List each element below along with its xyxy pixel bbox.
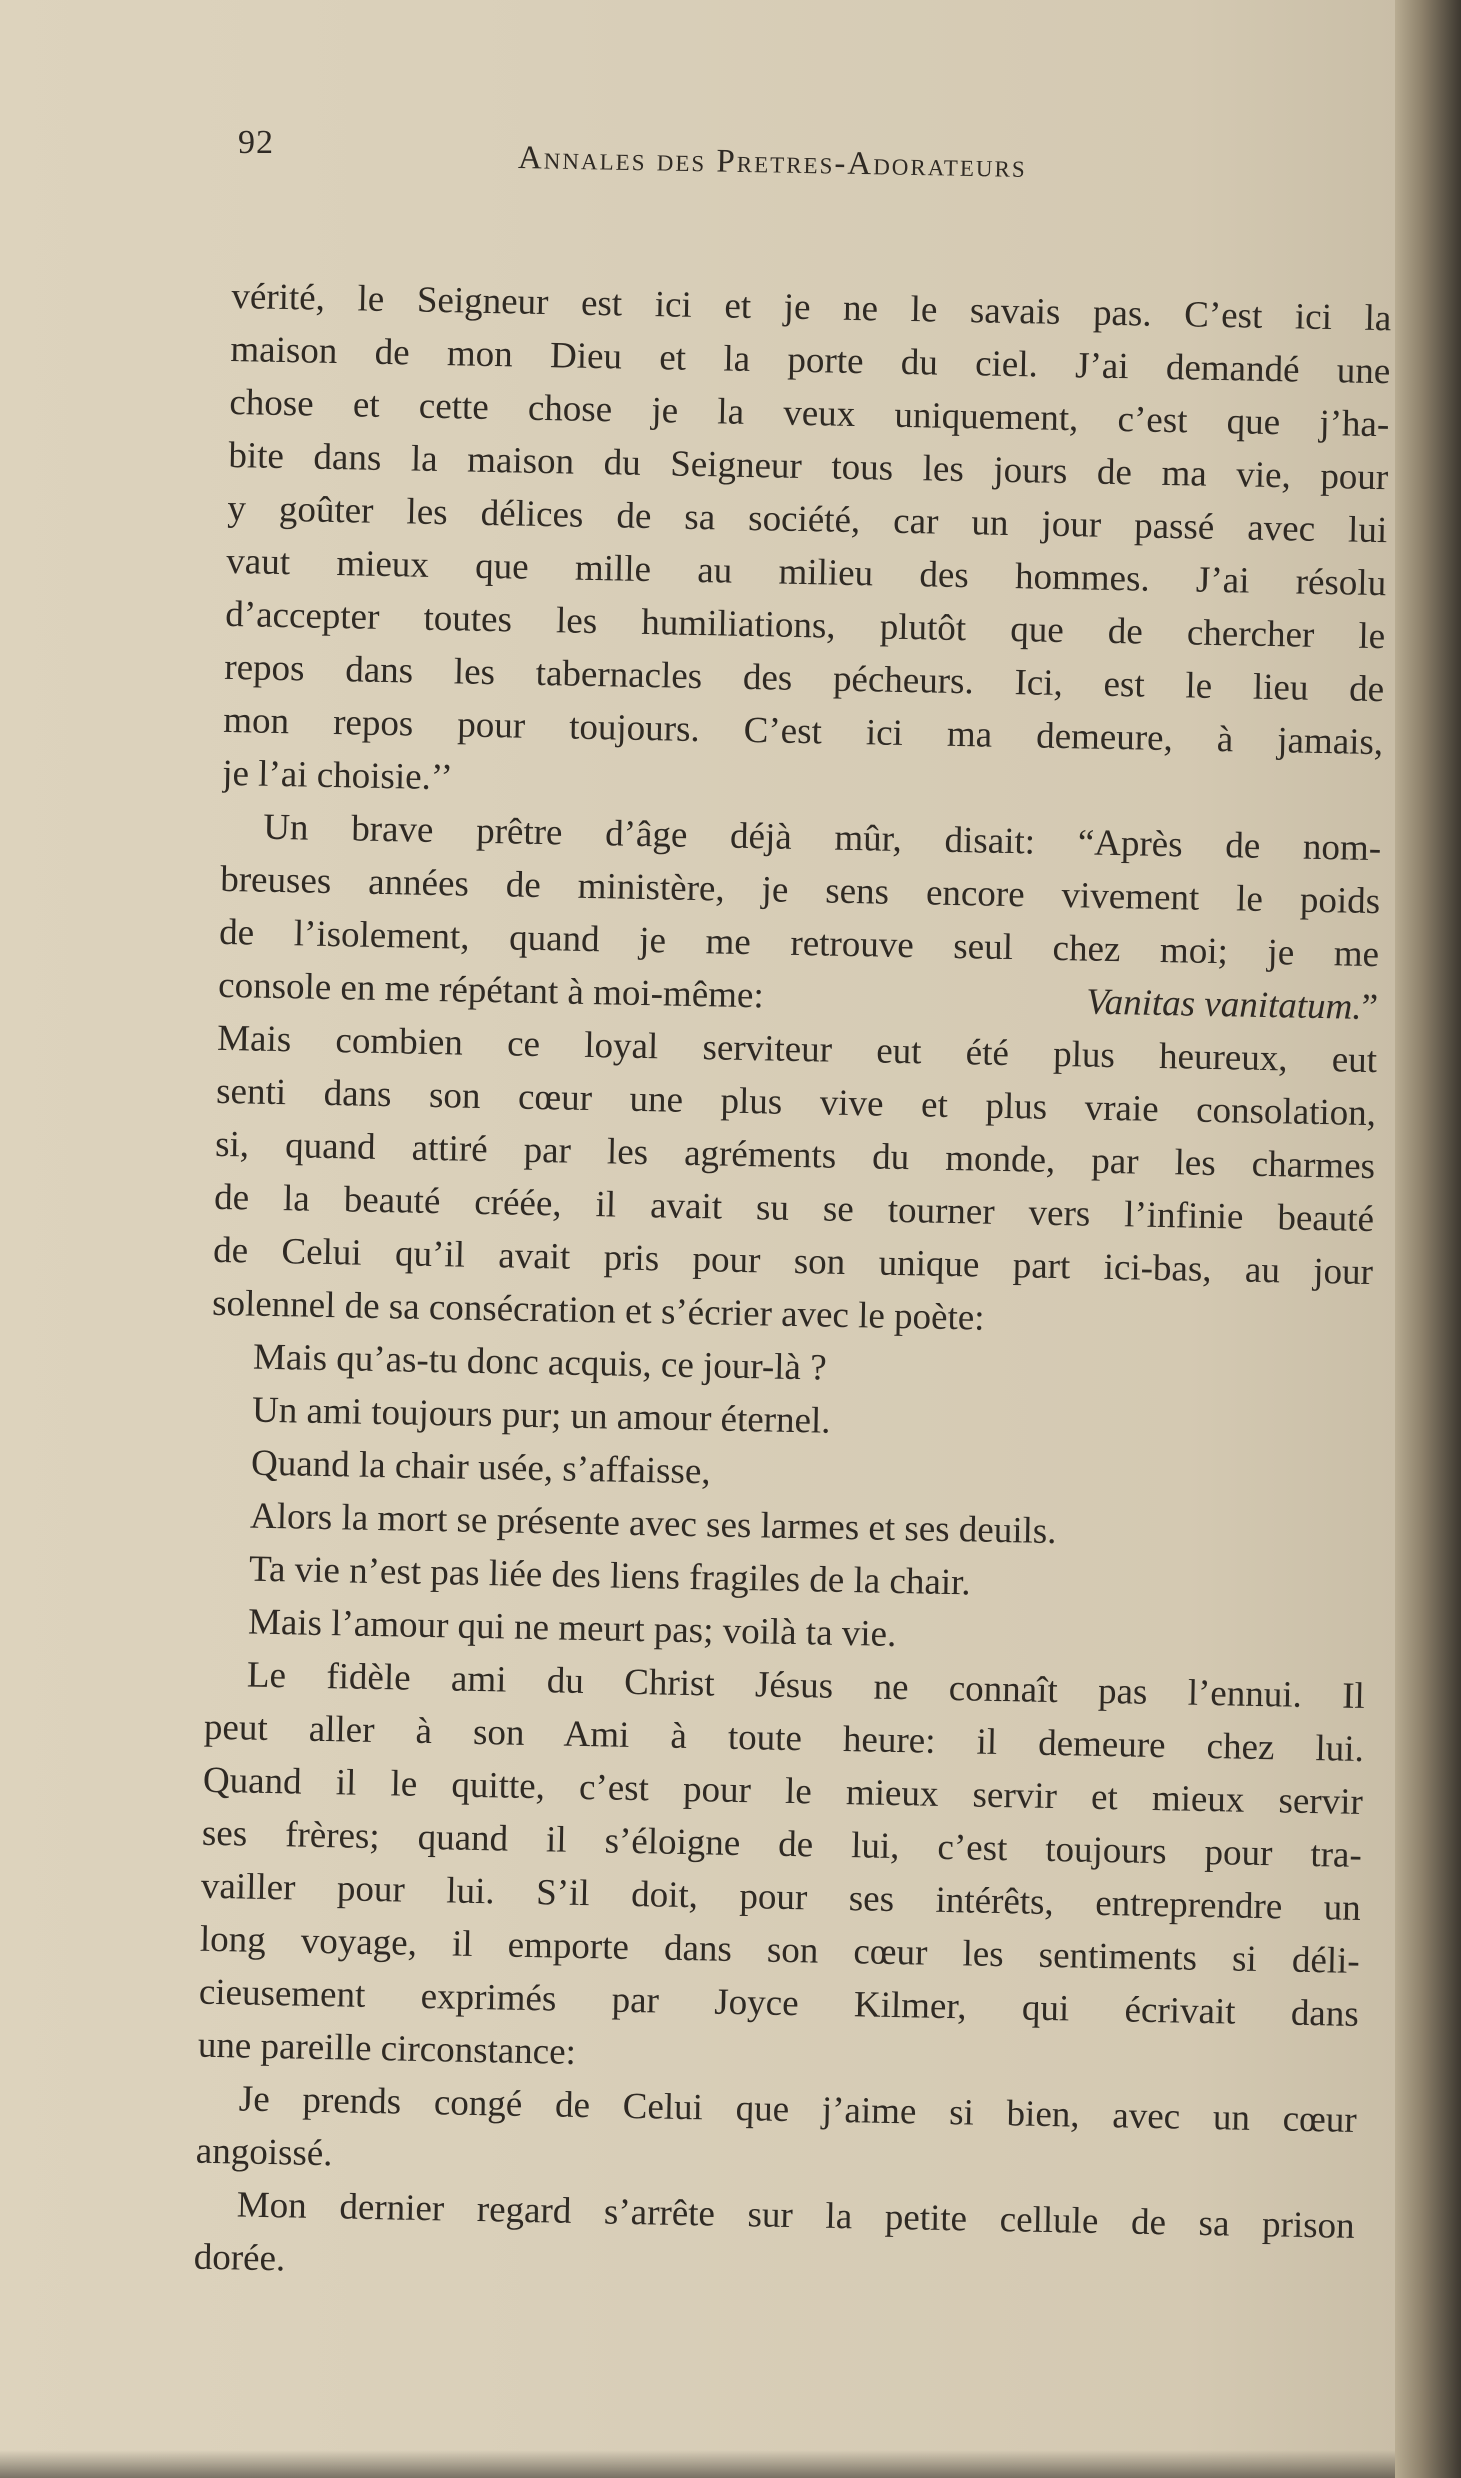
text-line: de Celui qu’il avait pris pour son unique part ici-bas, au jour [212,1229,1374,1294]
text-line: de l’isolement, quand je me retrouve seul chez moi; je me [218,911,1380,976]
paragraph-start-line: Mon dernier regard s’arrête sur la petite cellule de sa prison [236,2184,1356,2247]
text-line: vérité, le Seigneur est ici et je ne le savais pas. C’est ici la [231,275,1392,340]
text-line: mon repos pour toujours. C’est ici ma demeure, à jamais, [222,699,1384,764]
text-line-part: console en me répétant à moi-même: [217,964,765,1017]
verse-line: Mais qu’as-tu donc acquis, ce jour-là ? [252,1336,828,1389]
page-header [238,118,1138,198]
text-line: repos dans les tabernacles des pécheurs. Ici, est le lieu de [223,646,1385,711]
text-line: breuses années de ministère, je sens encore vivement le poids [219,858,1381,923]
text-line: peut aller à son Ami à toute heure: il demeure chez lui. [203,1706,1365,1770]
text-line: long voyage, il emporte dans son cœur les sentiments si déli- [199,1918,1361,1982]
paragraph-start-line: Je prends congé de Celui que j’aime si bien, avec un cœur [238,2078,1358,2141]
text-line: y goûter les délices de sa société, car un jour passé avec lui [227,487,1388,552]
text-line: chose et cette chose je la veux uniquement, c’est que j’ha- [229,381,1390,446]
verse-line: Ta vie n’est pas liée des liens fragiles de la chair. [248,1548,972,1604]
text-line: si, quand attiré par les agréments du monde, par les charmes [214,1123,1376,1188]
text-line: dorée. [193,2236,286,2280]
text-line: Quand il le quitte, c’est pour le mieux servir et mieux servir [202,1759,1364,1823]
page-bottom-shadow [0,2450,1395,2478]
text-line: une pareille circonstance: [197,2024,577,2073]
italic-quote [1086,976,1379,1035]
text-line: maison de mon Dieu et la porte du ciel. J’ai demandé une [230,328,1391,393]
text-line: de la beauté créée, il avait su se tourner vers l’infinie beauté [213,1176,1375,1241]
text-line: angoissé. [195,2130,333,2175]
paragraph-start-line: Un brave prêtre d’âge déjà mûr, disait: “Après de nom- [262,806,1382,870]
page-number: 92 [238,124,274,161]
paragraph-start-line: Le fidèle ami du Christ Jésus ne connaît pas l’ennui. Il [246,1654,1366,1718]
text-line: je l’ai choisie.’’ [221,752,454,799]
closing-quote: ” [1361,986,1379,1029]
italic-text: Vanitas vanitatum. [1085,981,1363,1028]
running-title: Annales des Pretres-Adorateurs [517,140,1028,185]
book-spine-gutter [1395,0,1461,2478]
verse-line: Alors la mort se présente avec ses larmes et ses deuils. [249,1495,1057,1553]
verse-line: Quand la chair usée, s’affaisse, [250,1442,711,1493]
text-line: Mais combien ce loyal serviteur eut été plus heureux, eut [216,1017,1378,1082]
text-line: ses frères; quand il s’éloigne de lui, c’est toujours pour tra- [201,1812,1363,1876]
text-line: bite dans la maison du Seigneur tous les jours de ma vie, pour [228,434,1389,499]
text-line: vaut mieux que mille au milieu des hommes. J’ai résolu [226,540,1387,605]
body-text [193,270,1391,2306]
text-line: d’accepter toutes les humiliations, plutôt que de chercher le [224,593,1386,658]
text-line: senti dans son cœur une plus vive et plus vraie consolation, [215,1070,1377,1135]
text-line: vailler pour lui. S’il doit, pour ses intérêts, entreprendre un [200,1865,1362,1929]
verse-line: Un ami toujours pur; un amour éternel. [251,1389,831,1442]
text-line: cieusement exprimés par Joyce Kilmer, qui écrivait dans [198,1971,1360,2035]
text-line: solennel de sa consécration et s’écrier avec le poète: [211,1282,985,1339]
verse-line: Mais l’amour qui ne meurt pas; voilà ta vie. [247,1601,897,1656]
